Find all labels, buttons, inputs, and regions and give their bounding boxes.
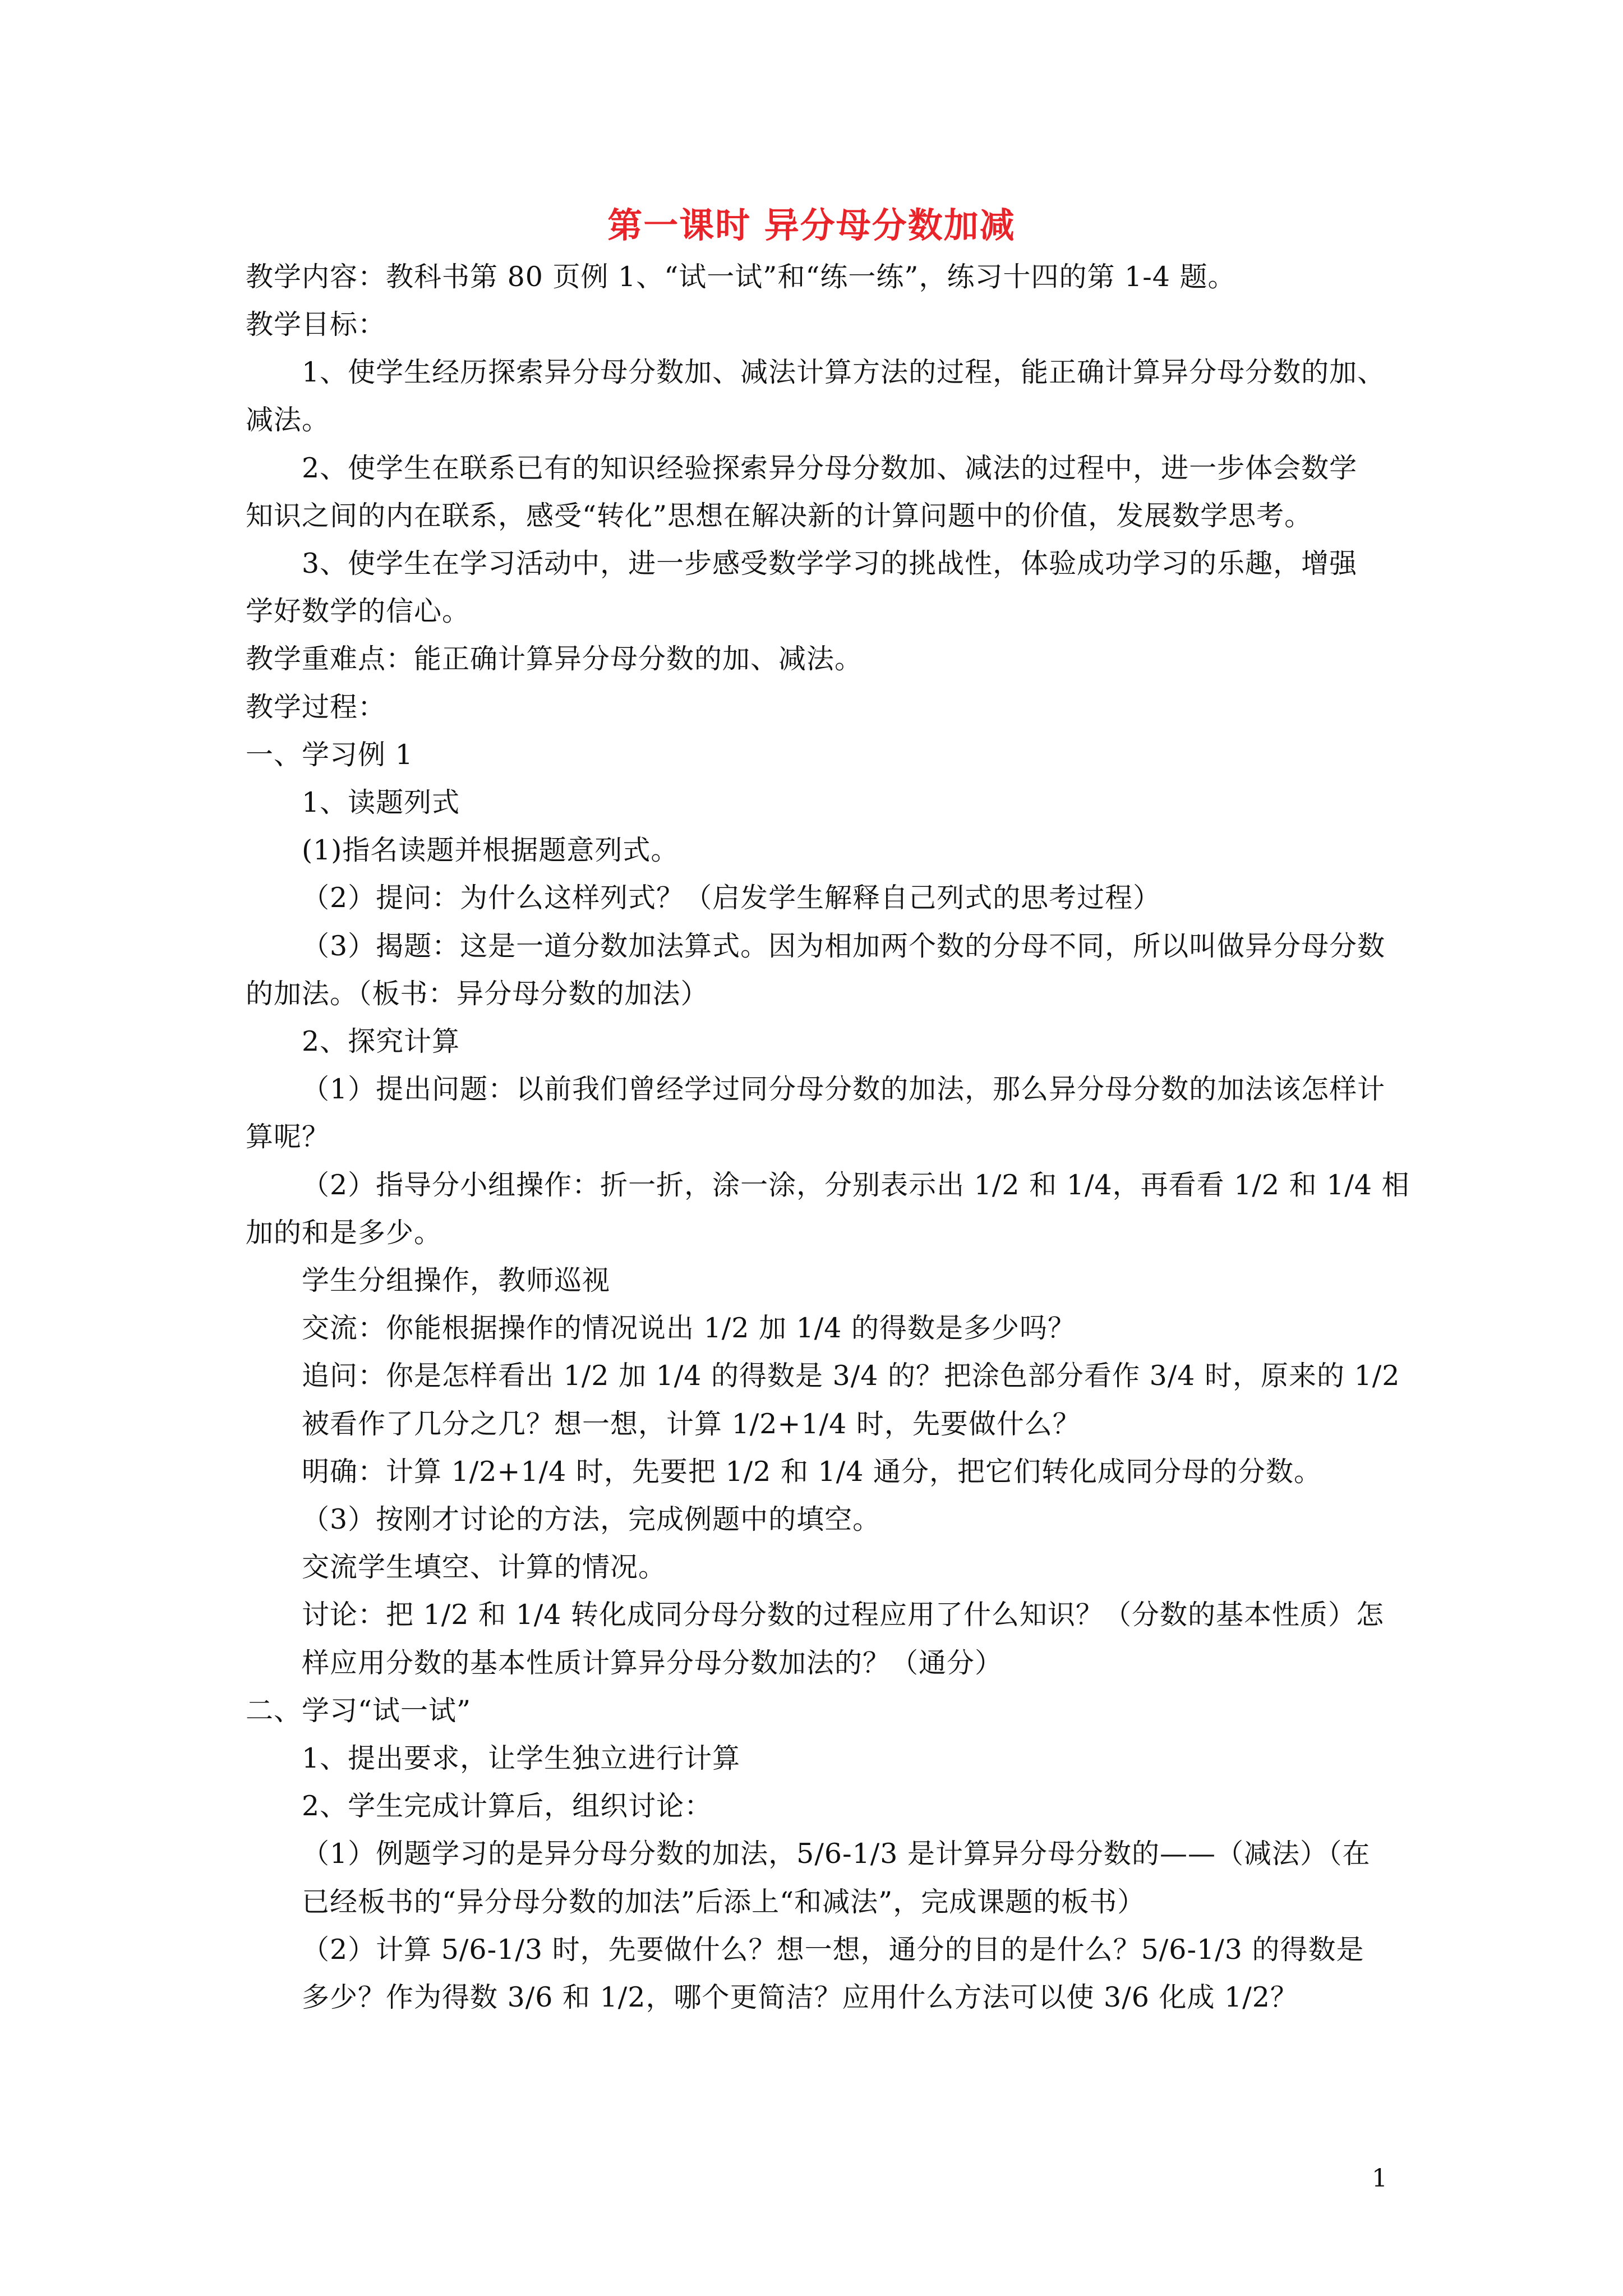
- text-line: 二、学习“试一试”: [246, 1695, 472, 1727]
- text-line: （2）计算 5/6-1/3 时，先要做什么？想一想，通分的目的是什么？5/6-1/3 的得数是: [302, 1934, 1364, 1966]
- text-line: 1、提出要求，让学生独立进行计算: [302, 1742, 741, 1774]
- text-line: 3、使学生在学习活动中，进一步感受数学学习的挑战性，体验成功学习的乐趣，增强: [302, 547, 1358, 579]
- text-line: 明确：计算 1/2+1/4 时，先要把 1/2 和 1/4 通分，把它们转化成同分母的分数。: [302, 1456, 1322, 1488]
- text-line: （2）指导分小组操作：折一折，涂一涂，分别表示出 1/2 和 1/4，再看看 1/2 和 1/4 相: [302, 1169, 1410, 1201]
- text-line: 知识之间的内在联系，感受“转化”思想在解决新的计算问题中的价值，发展数学思考。: [246, 500, 1313, 532]
- text-line: 2、学生完成计算后，组织讨论：: [302, 1790, 713, 1822]
- text-line: （1）提出问题：以前我们曾经学过同分母分数的加法，那么异分母分数的加法该怎样计: [302, 1073, 1386, 1105]
- text-line: 教学目标：: [246, 309, 386, 341]
- text-line: 教学过程：: [246, 691, 386, 723]
- text-line: 1、使学生经历探索异分母分数加、减法计算方法的过程，能正确计算异分母分数的加、: [302, 356, 1386, 388]
- text-line: (1)指名读题并根据题意列式。: [302, 834, 679, 866]
- text-line: （1）例题学习的是异分母分数的加法，5/6-1/3 是计算异分母分数的——（减法）（在: [302, 1838, 1371, 1870]
- text-line: 1、读题列式: [302, 786, 460, 818]
- text-line: 的加法。（板书：异分母分数的加法）: [246, 978, 709, 1010]
- text-line: 教学内容：教科书第 80 页例 1、“试一试”和“练一练”，练习十四的第 1-4 题。: [246, 261, 1236, 293]
- text-line: （3）揭题：这是一道分数加法算式。因为相加两个数的分母不同，所以叫做异分母分数: [302, 930, 1386, 962]
- page-number: 1: [1372, 2164, 1387, 2193]
- text-line: 一、学习例 1: [246, 739, 413, 771]
- text-line: （2）提问：为什么这样列式？（启发学生解释自己列式的思考过程）: [302, 882, 1161, 914]
- text-line: 被看作了几分之几？想一想，计算 1/2+1/4 时，先要做什么？: [302, 1408, 1081, 1440]
- text-line: 追问：你是怎样看出 1/2 加 1/4 的得数是 3/4 的？把涂色部分看作 3/4 时，原来的 1/2: [302, 1360, 1400, 1392]
- text-line: 加的和是多少。: [246, 1217, 442, 1249]
- text-line: 减法。: [246, 404, 330, 436]
- text-line: 2、使学生在联系已有的知识经验探索异分母分数加、减法的过程中，进一步体会数学: [302, 452, 1358, 484]
- text-line: 教学重难点：能正确计算异分母分数的加、减法。: [246, 643, 863, 675]
- text-line: 样应用分数的基本性质计算异分母分数加法的？（通分）: [302, 1647, 1003, 1679]
- text-line: 多少？作为得数 3/6 和 1/2，哪个更简洁？应用什么方法可以使 3/6 化成 1/2？: [302, 1981, 1298, 2013]
- text-line: 交流：你能根据操作的情况说出 1/2 加 1/4 的得数是多少吗？: [302, 1312, 1076, 1344]
- text-line: 学好数学的信心。: [246, 595, 471, 627]
- text-line: 已经板书的“异分母分数的加法”后添上“和减法”，完成课题的板书）: [302, 1886, 1146, 1918]
- text-line: 学生分组操作，教师巡视: [302, 1264, 611, 1296]
- document-title: 第一课时 异分母分数加减: [607, 205, 1016, 246]
- text-line: 算呢？: [246, 1121, 330, 1153]
- text-line: 交流学生填空、计算的情况。: [302, 1551, 667, 1583]
- text-line: （3）按刚才讨论的方法，完成例题中的填空。: [302, 1503, 881, 1535]
- text-line: 2、探究计算: [302, 1025, 460, 1057]
- text-line: 讨论：把 1/2 和 1/4 转化成同分母分数的过程应用了什么知识？（分数的基本性质）怎: [302, 1599, 1385, 1631]
